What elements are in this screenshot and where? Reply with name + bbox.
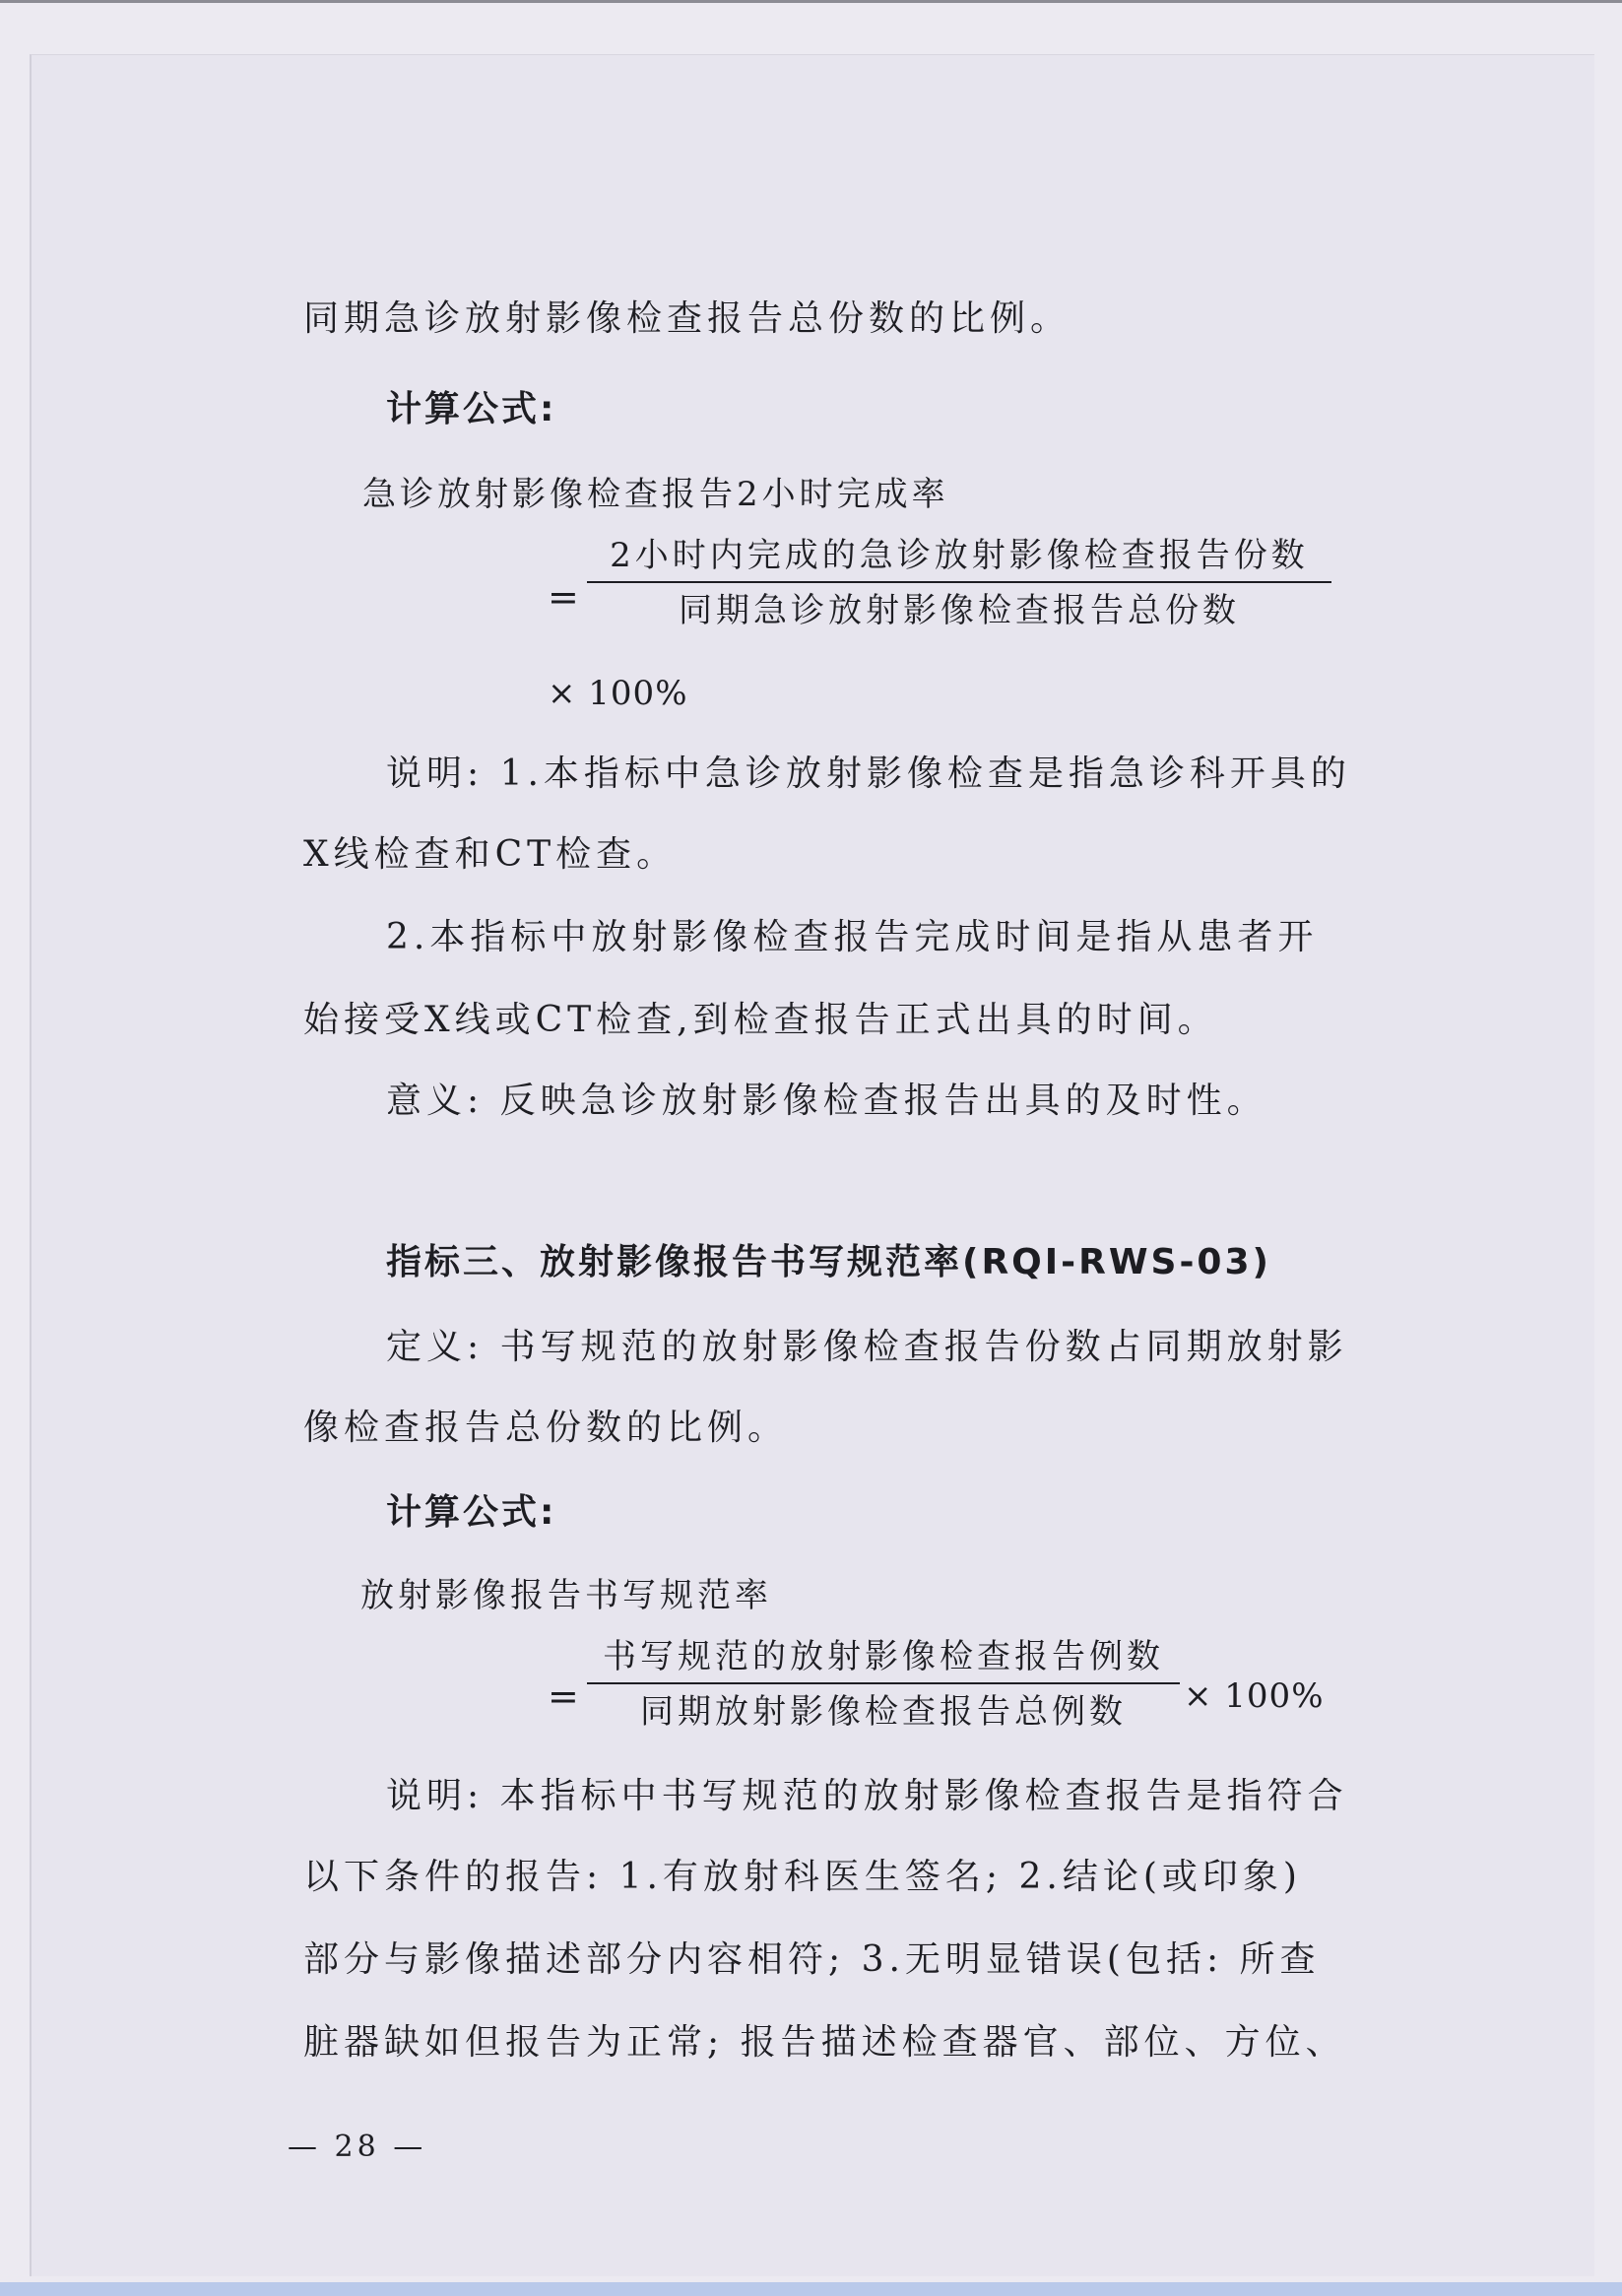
body-line: 2.本指标中放射影像检查报告完成时间是指从患者开 [386, 917, 1319, 957]
formula-denominator: 同期急诊放射影像检查报告总份数 [679, 591, 1240, 630]
body-line: 意义: 反映急诊放射影像检查报告出具的及时性。 [386, 1081, 1267, 1121]
fraction-bar [587, 581, 1331, 583]
formula-fraction [587, 1635, 1180, 1734]
body-line: X线检查和CT检查。 [303, 834, 678, 875]
body-line: 像检查报告总份数的比例。 [303, 1408, 789, 1448]
formula-multiplier: × 100% [548, 674, 688, 713]
page-number: — 28 — [288, 2130, 427, 2164]
scan-bottom-edge [0, 2282, 1622, 2296]
body-line: 说明: 1.本指标中急诊放射影像检查是指急诊科开具的 [386, 754, 1351, 794]
body-line: 同期急诊放射影像检查报告总份数的比例。 [303, 298, 1071, 339]
formula-heading: 计算公式: [386, 1492, 557, 1533]
body-line: 定义: 书写规范的放射影像检查报告份数占同期放射影 [386, 1327, 1348, 1367]
body-line: 始接受X线或CT检查,到检查报告正式出具的时间。 [303, 1000, 1218, 1040]
body-line: 以下条件的报告: 1.有放射科医生签名; 2.结论(或印象) [303, 1857, 1302, 1897]
formula-equals: = [548, 1674, 579, 1718]
formula-name: 放射影像报告书写规范率 [360, 1576, 772, 1615]
body-line: 部分与影像描述部分内容相符; 3.无明显错误(包括: 所查 [303, 1939, 1321, 1980]
scan-top-edge [0, 0, 1622, 3]
formula-multiplier: × 100% [1184, 1676, 1325, 1716]
formula-numerator: 书写规范的放射影像检查报告例数 [603, 1637, 1164, 1676]
body-line: 说明: 本指标中书写规范的放射影像检查报告是指符合 [386, 1776, 1348, 1816]
formula-name: 急诊放射影像检查报告2小时完成率 [362, 475, 949, 514]
fraction-bar [587, 1682, 1180, 1684]
formula-numerator: 2小时内完成的急诊放射影像检查报告份数 [610, 536, 1309, 575]
formula-equals: = [548, 575, 579, 619]
formula-fraction [587, 534, 1331, 632]
formula-heading: 计算公式: [386, 389, 557, 429]
body-line: 脏器缺如但报告为正常; 报告描述检查器官、部位、方位、 [303, 2022, 1346, 2063]
formula-denominator: 同期放射影像检查报告总例数 [640, 1692, 1127, 1732]
section-heading: 指标三、放射影像报告书写规范率(RQI-RWS-03) [386, 1242, 1271, 1282]
